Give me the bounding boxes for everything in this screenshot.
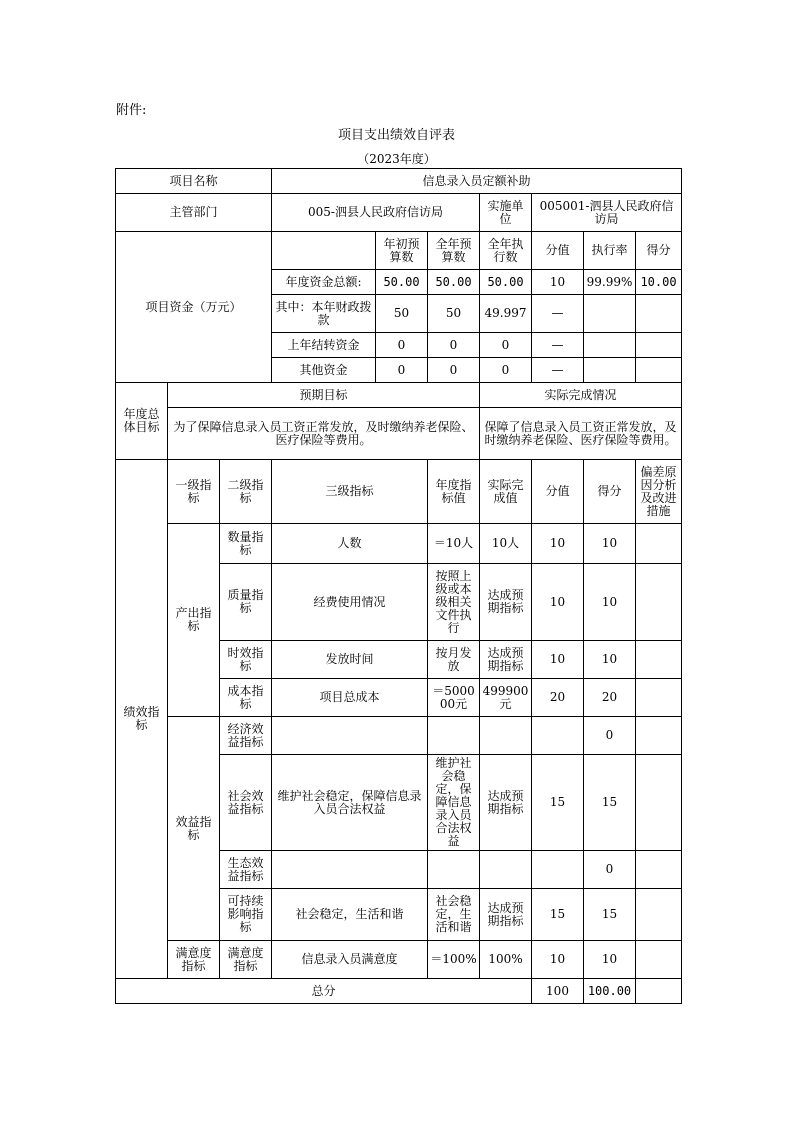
year-subtitle: （2023年度）: [357, 152, 436, 166]
perf-got: 10: [584, 641, 636, 679]
perf-h-score: 分值: [532, 460, 584, 524]
funds-row-full: 0: [428, 333, 480, 358]
perf-level2: 可持续影响指标: [220, 889, 272, 941]
funds-row-initial: 0: [376, 333, 428, 358]
perf-target: ＝500000元: [428, 679, 480, 717]
perf-level3: 人数: [272, 524, 428, 564]
perf-header-row: [116, 460, 682, 524]
perf-reason: [636, 564, 682, 641]
funds-row-initial: 0: [376, 358, 428, 383]
perf-level2: 社会效益指标: [220, 755, 272, 851]
funds-row-got: [636, 295, 682, 333]
perf-got: 15: [584, 755, 636, 851]
funds-col-score: 分值: [532, 232, 584, 270]
project-name-row: [116, 169, 682, 194]
total-reason: [636, 979, 682, 1004]
funds-col-full: 全年预算数: [428, 232, 480, 270]
perf-level3: 经费使用情况: [272, 564, 428, 641]
funds-row-full: 50: [428, 295, 480, 333]
funds-row-got: [636, 333, 682, 358]
funds-row-full: 50.00: [428, 270, 480, 295]
perf-level2: 满意度指标: [220, 941, 272, 979]
perf-score: 10: [532, 524, 584, 564]
perf-actual: 499900元: [480, 679, 532, 717]
funds-row-score: 10: [532, 270, 584, 295]
perf-h-level2: 二级指标: [220, 460, 272, 524]
goals-content-row: [116, 408, 682, 460]
perf-level2: 质量指标: [220, 564, 272, 641]
goals-expected-label: 预期目标: [168, 383, 480, 408]
perf-got: 10: [584, 524, 636, 564]
total-label: 总分: [116, 979, 532, 1004]
funds-row-label: 上年结转资金: [272, 333, 376, 358]
department-row: [116, 194, 682, 232]
perf-score: 15: [532, 889, 584, 941]
funds-row-got: [636, 358, 682, 383]
perf-actual: 达成预期指标: [480, 641, 532, 679]
perf-reason: [636, 679, 682, 717]
perf-actual: 100%: [480, 941, 532, 979]
perf-score: 10: [532, 564, 584, 641]
perf-target: [428, 851, 480, 889]
perf-level3: [272, 717, 428, 755]
perf-h-reason: 偏差原因分析及改进措施: [636, 460, 682, 524]
perf-h-level1: 一级指标: [168, 460, 220, 524]
funds-row-score: —: [532, 295, 584, 333]
funds-row-label: 其他资金: [272, 358, 376, 383]
funds-row-initial: 50.00: [376, 270, 428, 295]
funds-row-exec: 50.00: [480, 270, 532, 295]
department-value: 005-泗县人民政府信访局: [272, 194, 480, 232]
attachment-label: 附件:: [116, 103, 147, 118]
perf-level2: 时效指标: [220, 641, 272, 679]
perf-group-output: 产出指标: [168, 524, 220, 717]
funds-row-initial: 50: [376, 295, 428, 333]
perf-score: 10: [532, 941, 584, 979]
perf-label: 绩效指标: [116, 460, 168, 979]
perf-actual: [480, 851, 532, 889]
funds-row-exec: 0: [480, 333, 532, 358]
perf-h-level3: 三级指标: [272, 460, 428, 524]
total-got: 100.00: [584, 979, 636, 1004]
funds-row-got: 10.00: [636, 270, 682, 295]
page-title: 项目支出绩效自评表: [337, 128, 455, 143]
perf-level3: [272, 851, 428, 889]
perf-got: 10: [584, 564, 636, 641]
perf-h-target: 年度指标值: [428, 460, 480, 524]
funds-col-got: 得分: [636, 232, 682, 270]
funds-row-rate: 99.99%: [584, 270, 636, 295]
perf-row: [116, 717, 682, 755]
goals-header-row: [116, 383, 682, 408]
funds-row-score: —: [532, 358, 584, 383]
self-evaluation-table: [115, 168, 682, 1004]
perf-actual: 达成预期指标: [480, 564, 532, 641]
perf-target: ＝100%: [428, 941, 480, 979]
perf-target: 社会稳定，生活和谐: [428, 889, 480, 941]
perf-level3: 信息录入员满意度: [272, 941, 428, 979]
perf-actual: 达成预期指标: [480, 755, 532, 851]
perf-target: 按照上级或本级相关文件执行: [428, 564, 480, 641]
goals-expected-text: 为了保障信息录入员工资正常发放，及时缴纳养老保险、医疗保险等费用。: [168, 408, 480, 460]
perf-actual: 10人: [480, 524, 532, 564]
funds-row-score: —: [532, 333, 584, 358]
department-label: 主管部门: [116, 194, 272, 232]
total-row: [116, 979, 682, 1004]
perf-row: [116, 524, 682, 564]
goals-actual-text: 保障了信息录入员工资正常发放，及时缴纳养老保险、医疗保险等费用。: [480, 408, 682, 460]
funds-col-initial: 年初预算数: [376, 232, 428, 270]
total-score: 100: [532, 979, 584, 1004]
perf-level2: 数量指标: [220, 524, 272, 564]
perf-reason: [636, 717, 682, 755]
project-name-label: 项目名称: [116, 169, 272, 194]
funds-col-rate: 执行率: [584, 232, 636, 270]
implementing-unit-label: 实施单位: [480, 194, 532, 232]
perf-target: 按月发放: [428, 641, 480, 679]
funds-row-exec: 49.997: [480, 295, 532, 333]
funds-row-full: 0: [428, 358, 480, 383]
perf-level2: 经济效益指标: [220, 717, 272, 755]
goals-label: 年度总体目标: [116, 383, 168, 460]
perf-target: [428, 717, 480, 755]
perf-reason: [636, 524, 682, 564]
perf-got: 0: [584, 851, 636, 889]
funds-row-label: 年度资金总额:: [272, 270, 376, 295]
perf-score: [532, 851, 584, 889]
perf-level3: 维护社会稳定，保障信息录入员合法权益: [272, 755, 428, 851]
funds-header-blank: [272, 232, 376, 270]
funds-row-exec: 0: [480, 358, 532, 383]
funds-row-label: 其中：本年财政拨款: [272, 295, 376, 333]
perf-h-actual: 实际完成值: [480, 460, 532, 524]
perf-level2: 成本指标: [220, 679, 272, 717]
perf-level3: 社会稳定，生活和谐: [272, 889, 428, 941]
funds-header-row: [116, 232, 682, 270]
implementing-unit-value: 005001-泗县人民政府信访局: [532, 194, 682, 232]
perf-got: 10: [584, 941, 636, 979]
perf-got: 15: [584, 889, 636, 941]
perf-reason: [636, 641, 682, 679]
perf-reason: [636, 851, 682, 889]
perf-row: [116, 941, 682, 979]
perf-level2: 生态效益指标: [220, 851, 272, 889]
funds-col-exec: 全年执行数: [480, 232, 532, 270]
funds-row-rate: [584, 358, 636, 383]
perf-h-got: 得分: [584, 460, 636, 524]
perf-reason: [636, 889, 682, 941]
perf-reason: [636, 755, 682, 851]
perf-target: ＝10人: [428, 524, 480, 564]
perf-group-satisfaction: 满意度指标: [168, 941, 220, 979]
perf-got: 0: [584, 717, 636, 755]
perf-score: 15: [532, 755, 584, 851]
goals-actual-label: 实际完成情况: [480, 383, 682, 408]
perf-actual: 达成预期指标: [480, 889, 532, 941]
funds-row-rate: [584, 295, 636, 333]
funds-label: 项目资金（万元）: [116, 232, 272, 383]
perf-group-benefit: 效益指标: [168, 717, 220, 941]
perf-actual: [480, 717, 532, 755]
perf-score: [532, 717, 584, 755]
perf-score: 20: [532, 679, 584, 717]
project-name-value: 信息录入员定额补助: [272, 169, 682, 194]
perf-level3: 项目总成本: [272, 679, 428, 717]
funds-row-rate: [584, 333, 636, 358]
perf-got: 20: [584, 679, 636, 717]
perf-reason: [636, 941, 682, 979]
perf-score: 10: [532, 641, 584, 679]
perf-level3: 发放时间: [272, 641, 428, 679]
perf-target: 维护社会稳定，保障信息录入员合法权益: [428, 755, 480, 851]
